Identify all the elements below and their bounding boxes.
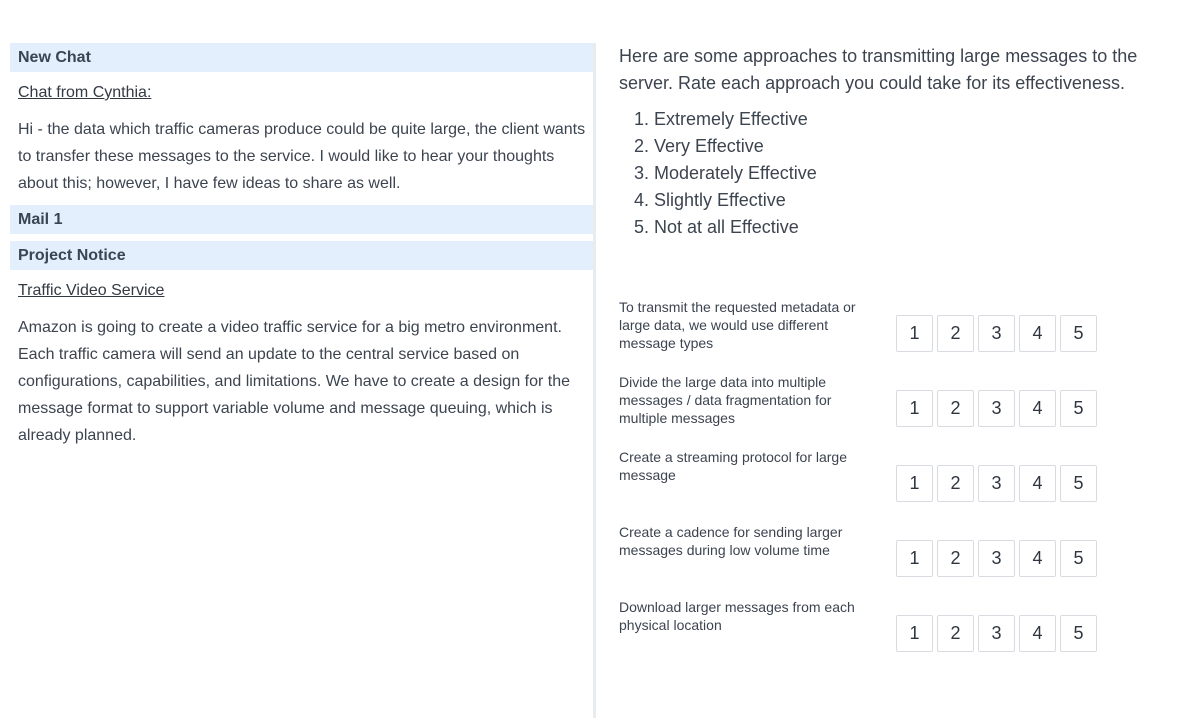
rating-option-2[interactable]: 2 (937, 465, 974, 502)
rating-option-5[interactable]: 5 (1060, 465, 1097, 502)
project-notice-body: Amazon is going to create a video traffic service for a big metro environment. Each traffic camera will send an update to the central service based on configurations, capabilities, and limitations. We have to create a design for the message format to support variable volume and message queuing, which is already planned. (18, 319, 571, 444)
rating-option-2[interactable]: 2 (937, 540, 974, 577)
rating-option-5[interactable]: 5 (1060, 315, 1097, 352)
scale-item: 2. Very Effective (634, 136, 764, 156)
scale-item: 4. Slightly Effective (634, 190, 786, 210)
rating-row (619, 523, 1159, 598)
pane-divider[interactable] (593, 43, 596, 718)
rating-option-5[interactable]: 5 (1060, 540, 1097, 577)
project-title-link[interactable]: Traffic Video Service (18, 282, 165, 299)
rating-option-4[interactable]: 4 (1019, 615, 1056, 652)
rating-option-1[interactable]: 1 (896, 615, 933, 652)
question-text: Create a streaming protocol for large message (619, 449, 847, 483)
rating-options (896, 465, 1097, 502)
rating-options (896, 615, 1097, 652)
rating-option-2[interactable]: 2 (937, 615, 974, 652)
rating-option-4[interactable]: 4 (1019, 465, 1056, 502)
chat-title-link[interactable]: Chat from Cynthia: (18, 84, 152, 101)
rating-option-4[interactable]: 4 (1019, 540, 1056, 577)
rating-options (896, 540, 1097, 577)
rating-option-5[interactable]: 5 (1060, 615, 1097, 652)
rating-row (619, 298, 1159, 373)
right-pane (619, 43, 1159, 643)
rating-row (619, 448, 1159, 523)
question-text: Create a cadence for sending larger messages during low volume time (619, 524, 843, 558)
rating-option-3[interactable]: 3 (978, 390, 1015, 427)
left-pane (10, 43, 593, 718)
rating-option-3[interactable]: 3 (978, 465, 1015, 502)
rating-option-4[interactable]: 4 (1019, 390, 1056, 427)
scale-item: 3. Moderately Effective (634, 163, 817, 183)
question-text: Divide the large data into multiple messages / data fragmentation for multiple messages (619, 374, 832, 426)
rating-row (619, 373, 1159, 448)
rating-option-1[interactable]: 1 (896, 315, 933, 352)
rating-questions (619, 298, 1159, 673)
rating-option-3[interactable]: 3 (978, 315, 1015, 352)
rating-options (896, 390, 1097, 427)
rating-option-1[interactable]: 1 (896, 465, 933, 502)
rating-options (896, 315, 1097, 352)
rating-option-1[interactable]: 1 (896, 540, 933, 577)
rating-row (619, 598, 1159, 673)
chat-message-body: Hi - the data which traffic cameras produce could be quite large, the client wants to transfer these messages to the service. I would like to hear your thoughts about this; however, I have few ideas to share as well. (18, 121, 586, 192)
rating-option-2[interactable]: 2 (937, 390, 974, 427)
scale-item: 5. Not at all Effective (634, 217, 799, 237)
question-text: To transmit the requested metadata or large data, we would use different message types (619, 299, 856, 351)
rating-scale-list (619, 106, 1159, 241)
rating-option-1[interactable]: 1 (896, 390, 933, 427)
rating-option-3[interactable]: 3 (978, 615, 1015, 652)
rating-option-5[interactable]: 5 (1060, 390, 1097, 427)
scale-item: 1. Extremely Effective (634, 109, 808, 129)
rating-instructions: Here are some approaches to transmitting large messages to the server. Rate each approach you could take for its effectiveness. (619, 46, 1138, 93)
mail-header[interactable]: Mail 1 (10, 205, 593, 234)
new-chat-header[interactable]: New Chat (10, 43, 593, 72)
rating-option-4[interactable]: 4 (1019, 315, 1056, 352)
rating-option-3[interactable]: 3 (978, 540, 1015, 577)
project-notice-header[interactable]: Project Notice (10, 241, 593, 270)
rating-option-2[interactable]: 2 (937, 315, 974, 352)
question-text: Download larger messages from each physical location (619, 599, 855, 633)
